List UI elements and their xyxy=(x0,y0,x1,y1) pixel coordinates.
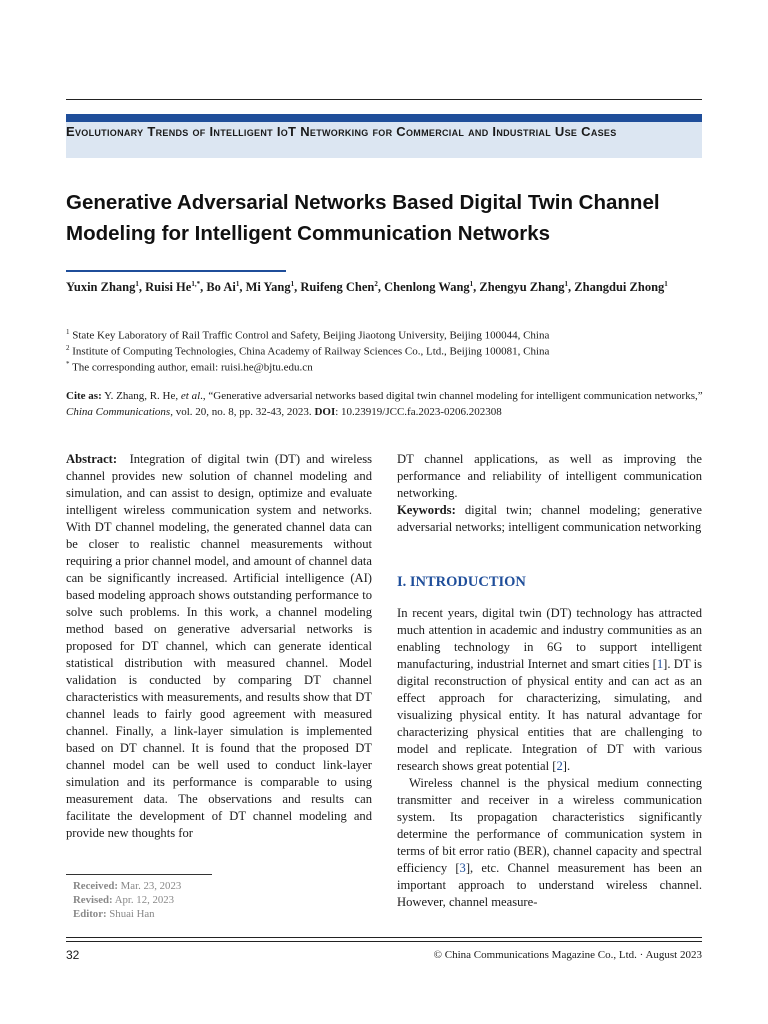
author-sup: 1 xyxy=(664,280,668,288)
intro-text: In recent years, digital twin (DT) technology has attracted much attention in academic and industry communities as an enabling technology in 6G to support intelligent manufacturing, industrial Internet and smart cities [ xyxy=(397,606,702,671)
abstract-label: Abstract: xyxy=(66,452,118,466)
cite-journal: China Communications xyxy=(66,406,171,418)
keywords-text: digital twin; channel modeling; generative adversarial networks; intelligent communication networking xyxy=(397,503,702,534)
author: Chenlong Wang xyxy=(384,280,470,295)
revised-date: Apr. 12, 2023 xyxy=(114,894,175,906)
intro-text: ], etc. Channel measurement has been an important approach to understand wireless channel. However, channel measure- xyxy=(397,861,702,909)
citation-block xyxy=(66,388,706,420)
editor-name: Shuai Han xyxy=(109,908,155,920)
author: Mi Yang xyxy=(245,280,291,295)
copyright-notice: © China Communications Magazine Co., Ltd. · August 2023 xyxy=(433,949,702,961)
intro-text: Wireless channel is the physical medium connecting transmitter and receiver in a wireless communication system. Its propagation characteristics significantly determine the performance of communication system in terms of bit error ratio (BER), channel capacity and spectral efficiency [ xyxy=(397,776,702,875)
received-date: Mar. 23, 2023 xyxy=(120,880,182,892)
author: Bo Ai xyxy=(206,280,236,295)
author: Ruifeng Chen xyxy=(300,280,375,295)
author-sup: 1 xyxy=(469,280,474,288)
reference-link-3[interactable]: 3 xyxy=(459,861,466,875)
paper-title: Generative Adversarial Networks Based Digital Twin Channel Modeling for Intelligent Communication Networks xyxy=(66,191,660,245)
author-list: Yuxin Zhang$^1$, Ruisi $He^{1,*}$, Bo Ai$^1$, Mi Yang$^1$, Ruifeng Chen$^2$, Chenlong Wang$^1$, Zhengyu Zhang$^1$, Zhangdui Zhong$^1$ xyxy=(66,280,668,295)
abstract-continued-text: DT channel applications, as well as improving the performance and reliability of intelligent communication networking. xyxy=(397,452,702,500)
affiliation-mark: 1 xyxy=(66,328,70,336)
affiliation-mark: 2 xyxy=(66,344,70,352)
top-rule xyxy=(66,99,702,100)
affiliation-1 xyxy=(66,325,549,343)
footer-rule xyxy=(66,937,702,938)
cite-authors: Y. Zhang, R. He, xyxy=(104,390,179,402)
affiliation-text: The corresponding author, email: ruisi.he@bjtu.edu.cn xyxy=(72,361,313,374)
revised-label: Revised: xyxy=(73,894,113,906)
affiliation-text: Institute of Computing Technologies, China Academy of Railway Sciences Co., Ltd., Beijing 100081, China xyxy=(72,345,550,358)
affiliation-2 xyxy=(66,341,549,359)
cite-quote: ., “Generative adversarial networks based digital twin channel modeling for intelligent communication networks,” xyxy=(200,390,703,402)
keywords-label: Keywords: xyxy=(397,503,456,517)
abstract-continued xyxy=(397,451,702,536)
author-sup: 1 xyxy=(235,280,240,288)
author: Ruisi He xyxy=(145,280,192,295)
received-label: Received: xyxy=(73,880,118,892)
page-number: 32 xyxy=(66,948,80,962)
doi-value[interactable]: : 10.23919/JCC.fa.2023-0206.202308 xyxy=(335,406,502,418)
reference-link-2[interactable]: 2 xyxy=(556,759,563,773)
editor-label: Editor: xyxy=(73,908,107,920)
abstract-text: Integration of digital twin (DT) and wireless channel provides new solution of channel modeling and simulation, and can assist to design, optimize and evaluate intelligent wireless communication system and networks. With DT channel modeling, the generated channel data can be closer to realistic channel measurements without requiring a prior channel model, and amount of channel data can be significantly increased. Artificial intelligence (AI) based modeling approach shows outstanding performance to solve such problems. In this work, a channel modeling method based on generative adversarial networks is proposed for DT channel, which can generate identical statistical distribution with measured channel. Model validation is conducted by comparing DT channel characteristics with measurements, and results show that DT channel leads to fairly good agreement with measured channel. Finally, a link-layer simulation is implemented based on DT channel. It is found that the proposed DT channel model can be well used to conduct link-layer simulation and its performance is comparable to using measurement data. The observations and results can facilitate the development of DT channel modeling and provide new thoughts for xyxy=(66,452,372,840)
author: Zhangdui Zhong xyxy=(574,280,665,295)
abstract-column xyxy=(66,451,372,842)
affiliation-mark: * xyxy=(66,360,70,368)
title-underline xyxy=(66,270,286,272)
author-sup: 1 xyxy=(564,280,569,288)
cite-details: , vol. 20, no. 8, pp. 32-43, 2023. xyxy=(170,406,312,418)
author: Zhengyu Zhang xyxy=(479,280,565,295)
reference-link-1[interactable]: 1 xyxy=(656,657,664,671)
banner-title: Evolutionary Trends of Intelligent IoT Networking for Commercial and Industrial Use Cases xyxy=(66,124,617,139)
section-heading-introduction: I. INTRODUCTION xyxy=(397,574,526,590)
cite-etal: et al xyxy=(180,390,201,402)
introduction-body xyxy=(397,605,702,911)
banner-accent-bar xyxy=(66,114,702,122)
doi-label: DOI xyxy=(314,406,336,418)
cite-label: Cite as: xyxy=(66,390,102,402)
footer-rule xyxy=(66,941,702,942)
affiliation-corresponding xyxy=(66,357,313,375)
author-sup: 1,* xyxy=(191,280,201,288)
article-history xyxy=(73,879,181,921)
intro-paragraph-1 xyxy=(397,605,702,775)
author-sup: 2 xyxy=(374,280,378,288)
history-rule xyxy=(66,874,212,875)
author: Yuxin Zhang xyxy=(66,280,136,295)
author-sup: 1 xyxy=(290,280,295,288)
affiliation-text: State Key Laboratory of Rail Traffic Control and Safety, Beijing Jiaotong University, Beijing 100044, China xyxy=(72,329,550,342)
author-sup: 1 xyxy=(135,280,139,288)
intro-paragraph-2 xyxy=(397,775,702,911)
intro-text: ]. DT is digital reconstruction of physical entity and can act as an effect approach for characterizing, simulating, and visualizing physical entity. It has natural advantage for characterizing physical entities that are challenging to model and replicate. Integration of DT with various research shows great potential [ xyxy=(397,657,702,773)
intro-text: ]. xyxy=(562,759,571,773)
